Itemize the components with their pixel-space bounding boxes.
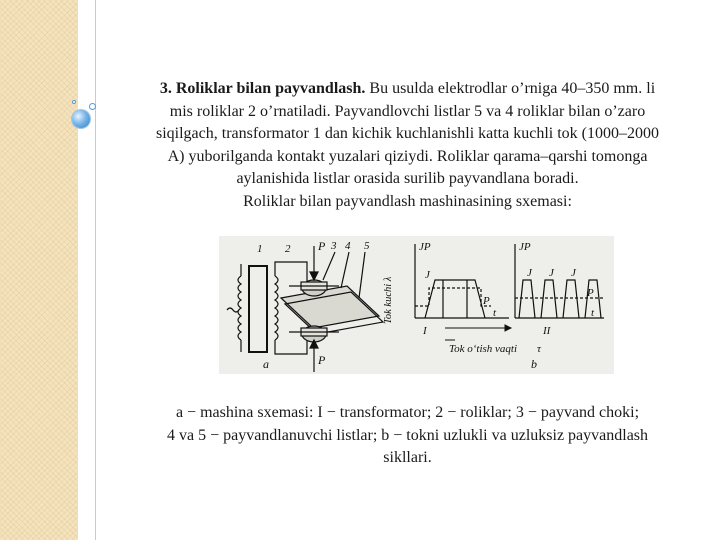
label-1: 1 [257, 243, 263, 255]
caption-line-3: sikllari. [383, 449, 432, 466]
main-paragraph [110, 78, 705, 213]
label-p-1: P [483, 295, 490, 307]
label-b: b [531, 357, 537, 371]
paragraph-line-5: aylanishida listlar orasida surilib payvandlana boradi. [236, 170, 579, 187]
x-axis-label: Tok o‘tish vaqti [449, 343, 518, 355]
label-jp-1: JP [419, 241, 431, 253]
label-jp-2: JP [519, 241, 531, 253]
decorative-side-strip [0, 0, 78, 540]
paragraph-line-4: A) yuborilganda kontakt yuzalari qiziydi. Roliklar qarama–qarshi tomonga [167, 147, 648, 165]
label-j-3: J [549, 267, 554, 279]
label-2: 2 [285, 243, 291, 255]
decorative-bubble-large [72, 110, 90, 128]
rollers-and-sheets [281, 246, 383, 372]
paragraph-line-2: mis roliklar 2 o’rnatiladi. Payvandlovchi listlar 5 va 4 roliklar bilan o’zaro [169, 102, 646, 120]
cycle-one [415, 280, 491, 318]
label-p-top: P [318, 239, 326, 253]
label-t-1: t [493, 307, 497, 319]
decorative-bubble-small [89, 103, 96, 110]
figure-svg [219, 236, 614, 374]
decorative-bubble-tiny [72, 100, 76, 104]
label-t-2: t [591, 307, 595, 319]
paragraph-line-1 [110, 78, 705, 101]
cycle-arrows [445, 325, 511, 340]
label-5: 5 [364, 240, 370, 252]
label-3: 3 [331, 240, 337, 252]
section-title: 3. Roliklar bilan payvandlash. [159, 80, 366, 97]
paragraph-line-3: siqilgach, transformator 1 dan kichik kuchlanishli katta kuchli tok (1000–2000 [155, 125, 659, 142]
label-p-2: P [587, 287, 594, 299]
label-tau: τ [537, 343, 541, 355]
y-axis-label: Tok kuchi λ [383, 276, 394, 324]
decorative-vertical-line [95, 0, 96, 540]
label-p-bottom: P [318, 353, 326, 367]
figure-caption [110, 402, 705, 470]
paragraph-line-6: Roliklar bilan payvandlash mashinasining sxemasi: [243, 192, 572, 210]
label-roman-1: I [423, 325, 427, 337]
label-j-2: J [527, 267, 532, 279]
caption-line-1: a − mashina sxemasi: I − transformator; 2 − roliklar; 3 − payvand choki; [175, 404, 640, 421]
label-roman-2: II [543, 325, 551, 337]
label-a: a [263, 357, 269, 371]
label-j-4: J [571, 267, 576, 279]
label-j-1: J [425, 269, 430, 281]
caption-line-2: 4 va 5 − payvandlanuvchi listlar; b − tokni uzlukli va uzluksiz payvandlash [166, 426, 649, 444]
label-4: 4 [345, 240, 351, 252]
welding-machine-figure [219, 236, 614, 374]
paragraph-line-1-rest: Bu usulda elektrodlar o’rniga 40–350 mm. li [365, 80, 656, 97]
